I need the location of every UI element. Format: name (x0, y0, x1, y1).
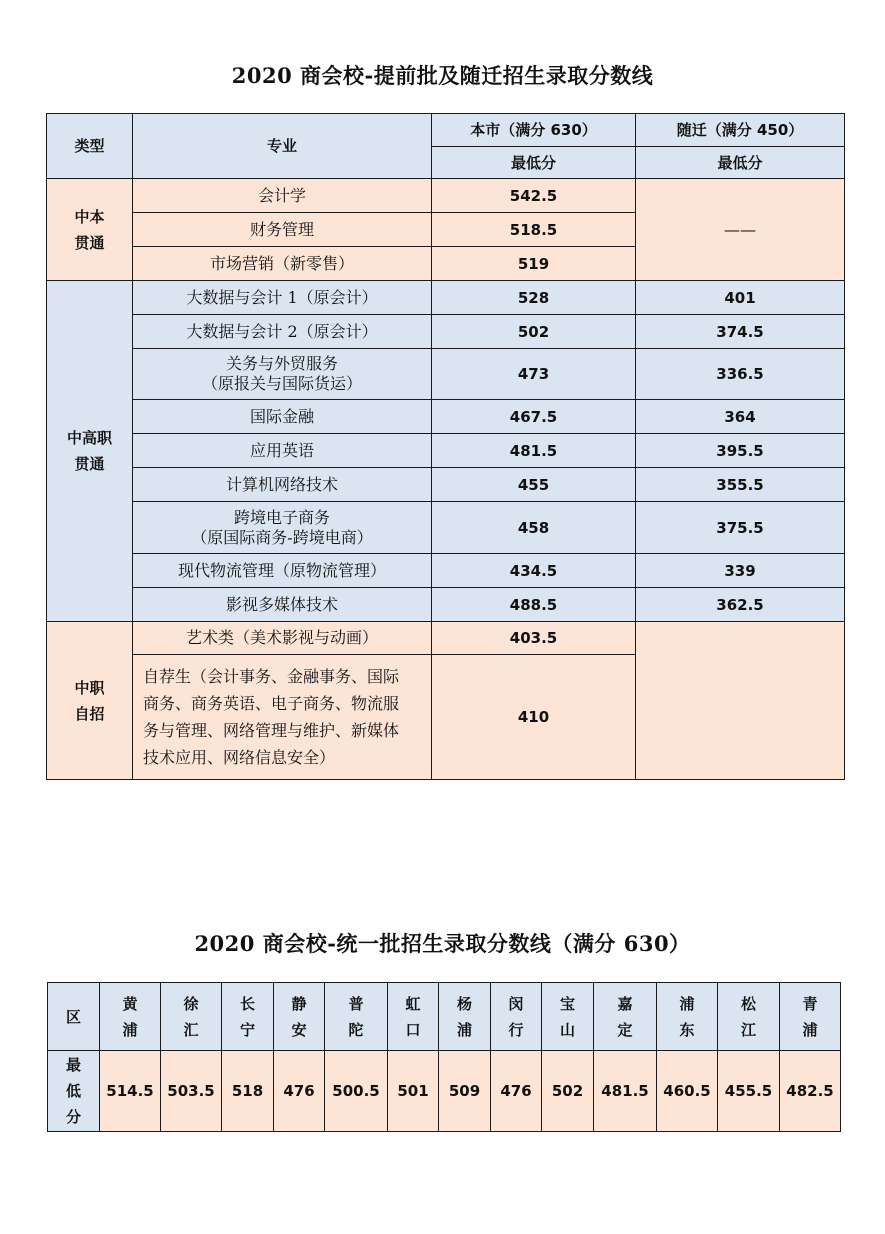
district-name (718, 983, 780, 1051)
district-score: 509 (439, 1051, 491, 1132)
district-name (222, 983, 274, 1051)
score-row-header-char: 低 (65, 1082, 81, 1100)
district-name (161, 983, 222, 1051)
district-name-char: 普 (348, 994, 364, 1013)
header-min-migrant: 最低分 (636, 147, 845, 179)
district-score: 503.5 (161, 1051, 222, 1132)
district-name-char: 黄 (122, 994, 138, 1013)
header-min-local: 最低分 (432, 147, 636, 179)
district-name (657, 983, 718, 1051)
group-label-line: 中本 (74, 207, 105, 226)
migrant-score: 395.5 (636, 434, 845, 468)
major-line: 跨境电子商务 (233, 507, 330, 527)
migrant-score: 375.5 (636, 502, 845, 554)
migrant-score: 336.5 (636, 349, 845, 400)
group-label-line: 贯通 (74, 455, 105, 473)
major-cell: 国际金融 (133, 400, 432, 434)
district-score: 460.5 (657, 1051, 718, 1132)
header-migrant: 随迁（满分 450） (636, 114, 845, 147)
district-name (325, 983, 388, 1051)
major-cell: 会计学 (133, 179, 432, 213)
group-label-line: 中高职 (66, 429, 112, 447)
local-score: 528 (432, 281, 636, 315)
major-cell-self-recommended (133, 655, 432, 780)
migrant-score: 339 (636, 554, 845, 588)
district-score: 476 (274, 1051, 325, 1132)
district-name-char: 陀 (348, 1020, 364, 1039)
local-score: 467.5 (432, 400, 636, 434)
district-score: 502 (542, 1051, 594, 1132)
district-name (274, 983, 325, 1051)
major-line: 关务与外贸服务 (225, 354, 338, 373)
header-major: 专业 (133, 114, 432, 179)
district-name (491, 983, 542, 1051)
major-cell (133, 349, 432, 400)
major-cell (133, 502, 432, 554)
district-name-char: 定 (617, 1020, 633, 1039)
local-score: 502 (432, 315, 636, 349)
local-score: 481.5 (432, 434, 636, 468)
district-name-char: 闵 (508, 994, 524, 1013)
district-name-char: 江 (740, 1020, 756, 1039)
district-name-char: 嘉 (617, 994, 633, 1013)
district-name (542, 983, 594, 1051)
local-score: 403.5 (432, 622, 636, 655)
district-name-char: 青 (802, 994, 818, 1013)
district-name (780, 983, 841, 1051)
local-score: 542.5 (432, 179, 636, 213)
major-cell: 应用英语 (133, 434, 432, 468)
district-score: 476 (491, 1051, 542, 1132)
major-line: 技术应用、网络信息安全） (143, 748, 336, 767)
district-score: 482.5 (780, 1051, 841, 1132)
local-score: 519 (432, 247, 636, 281)
district-score: 481.5 (594, 1051, 657, 1132)
local-score: 488.5 (432, 588, 636, 622)
header-local: 本市（满分 630） (432, 114, 636, 147)
group-label-line: 中职 (74, 678, 105, 697)
district-name (100, 983, 161, 1051)
migrant-score-empty (636, 622, 845, 780)
district-score-table (47, 982, 841, 1132)
district-score: 455.5 (718, 1051, 780, 1132)
score-row (48, 1051, 841, 1132)
early-admission-table (46, 113, 845, 780)
local-score: 434.5 (432, 554, 636, 588)
local-score: 518.5 (432, 213, 636, 247)
group-label-line: 贯通 (74, 233, 105, 252)
local-score: 473 (432, 349, 636, 400)
major-cell: 市场营销（新零售） (133, 247, 432, 281)
district-name-char: 长 (239, 994, 255, 1013)
group-label-line: 自招 (74, 704, 105, 723)
title-unified-admission: 2020 商会校-统一批招生录取分数线（满分 630） (194, 931, 691, 956)
district-name-char: 东 (679, 1020, 695, 1039)
district-header-row (48, 983, 841, 1051)
local-score: 458 (432, 502, 636, 554)
migrant-score-na: —— (636, 179, 845, 281)
district-name (388, 983, 439, 1051)
major-cell: 艺术类（美术影视与动画） (133, 622, 432, 655)
major-line: （原国际商务-跨境电商） (191, 527, 373, 547)
district-name-char: 宁 (239, 1020, 255, 1039)
migrant-score: 401 (636, 281, 845, 315)
district-name-char: 杨 (456, 994, 472, 1013)
migrant-score: 374.5 (636, 315, 845, 349)
district-name (439, 983, 491, 1051)
district-score: 501 (388, 1051, 439, 1132)
district-name-char: 松 (740, 994, 756, 1013)
local-score: 455 (432, 468, 636, 502)
major-cell: 影视多媒体技术 (133, 588, 432, 622)
group-label (47, 179, 133, 281)
major-cell: 现代物流管理（原物流管理） (133, 554, 432, 588)
district-name-char: 口 (405, 1020, 421, 1039)
district-name-char: 浦 (456, 1020, 472, 1039)
district-score: 518 (222, 1051, 274, 1132)
score-row-header-char: 分 (65, 1108, 81, 1126)
district-name-char: 宝 (559, 994, 575, 1013)
major-cell: 大数据与会计 1（原会计） (133, 281, 432, 315)
district-name-char: 行 (508, 1020, 524, 1039)
local-score: 410 (432, 655, 636, 780)
major-line: 务与管理、网络管理与维护、新媒体 (143, 721, 400, 740)
migrant-score: 364 (636, 400, 845, 434)
district-name-char: 山 (559, 1020, 575, 1039)
district-name-char: 浦 (122, 1020, 138, 1039)
score-row-header (48, 1051, 100, 1132)
district-name (594, 983, 657, 1051)
district-name-char: 静 (291, 994, 307, 1013)
major-line: 自荐生（会计事务、金融事务、国际 (143, 667, 400, 686)
header-type: 类型 (47, 114, 133, 179)
district-score: 500.5 (325, 1051, 388, 1132)
migrant-score: 355.5 (636, 468, 845, 502)
district-name-char: 安 (291, 1020, 307, 1039)
district-name-char: 汇 (183, 1020, 199, 1039)
title-early-admission: 2020 商会校-提前批及随迁招生录取分数线 (231, 63, 654, 88)
major-cell: 计算机网络技术 (133, 468, 432, 502)
migrant-score: 362.5 (636, 588, 845, 622)
district-score: 514.5 (100, 1051, 161, 1132)
major-cell: 大数据与会计 2（原会计） (133, 315, 432, 349)
group-label (47, 622, 133, 780)
district-name-char: 浦 (679, 994, 695, 1013)
district-name-char: 浦 (802, 1020, 818, 1039)
district-row-header: 区 (48, 983, 100, 1051)
score-row-header-char: 最 (65, 1056, 81, 1074)
group-label (47, 281, 133, 622)
major-line: （原报关与国际货运） (201, 374, 362, 393)
major-cell: 财务管理 (133, 213, 432, 247)
district-name-char: 虹 (405, 994, 421, 1013)
major-line: 商务、商务英语、电子商务、物流服 (143, 694, 400, 713)
district-name-char: 徐 (183, 994, 199, 1013)
